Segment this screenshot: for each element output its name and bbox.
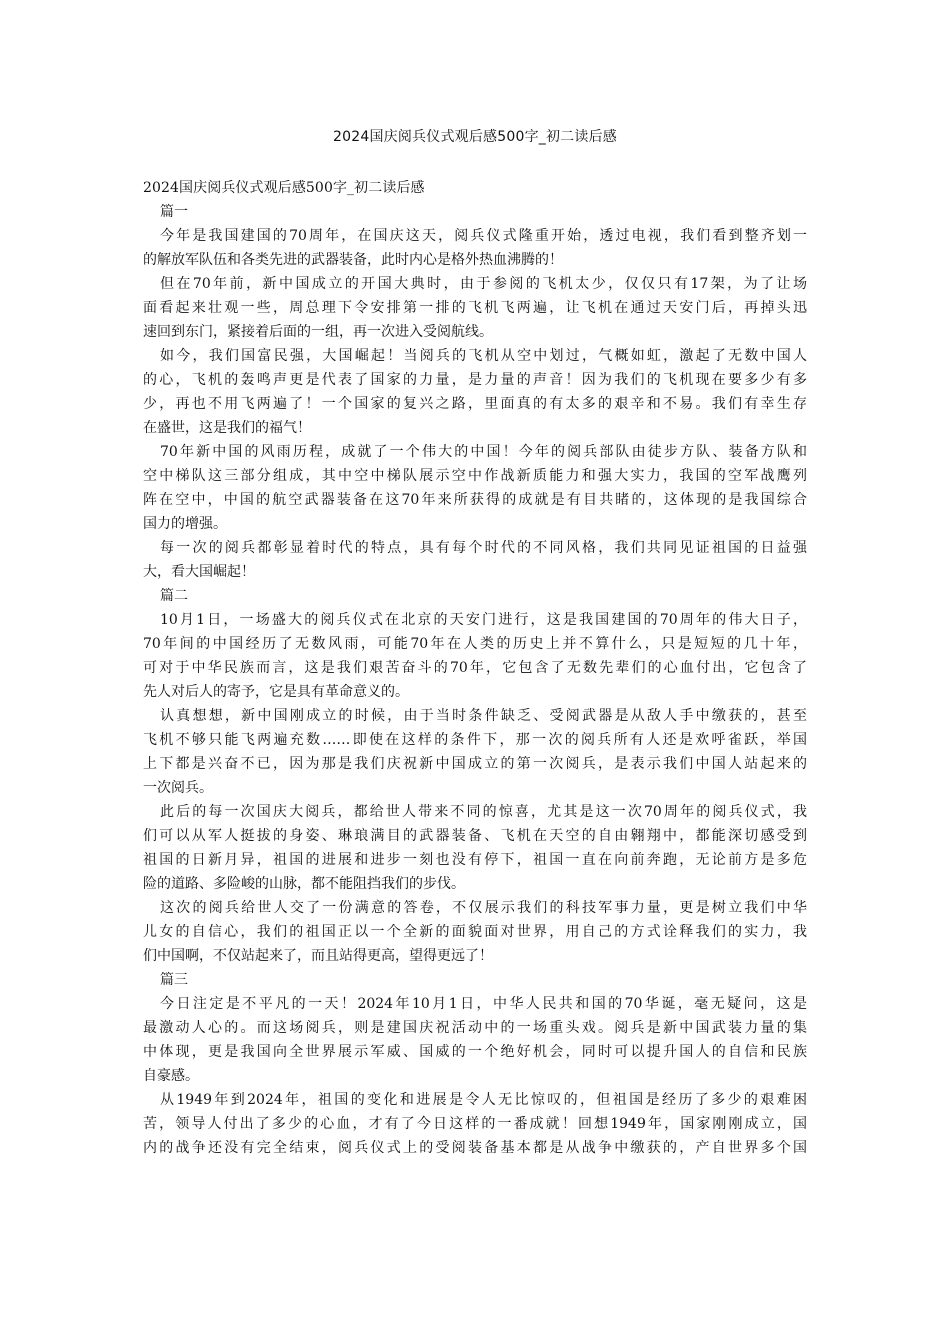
body-line: 如今，我们国富民强，大国崛起！当阅兵的飞机从空中划过，气概如虹，激起了无数中国人 bbox=[160, 348, 807, 364]
body-line: 们可以从军人挺拔的身姿、琳琅满目的武器装备、飞机在天空的自由翱翔中，都能深切感受到 bbox=[143, 828, 807, 844]
body-line: 这次的阅兵给世人交了一份满意的答卷，不仅展示我们的科技军事力量，更是树立我们中华 bbox=[160, 900, 807, 916]
body-line: 中体现，更是我国向全世界展示军威、国威的一个绝好机会，同时可以提升国人的自信和民族 bbox=[143, 1044, 807, 1060]
body-line: 认真想想，新中国刚成立的时候，由于当时条件缺乏、受阅武器是从敌人手中缴获的，甚至 bbox=[160, 708, 807, 724]
body-line: 从1949年到2024年，祖国的变化和进展是令人无比惊叹的，但祖国是经历了多少的艰难困 bbox=[160, 1092, 807, 1108]
section-heading: 篇二 bbox=[160, 588, 188, 604]
body-line: 祖国的日新月异，祖国的进展和进步一刻也没有停下，祖国一直在向前奔跑，无论前方是多危 bbox=[143, 852, 807, 868]
body-line: 上下都是兴奋不已，因为那是我们庆祝新中国成立的第一次阅兵，是表示我们中国人站起来的 bbox=[143, 756, 807, 772]
body-line: 先人对后人的寄予，它是具有革命意义的。 bbox=[143, 684, 409, 700]
body-line: 险的道路、多险峻的山脉，都不能阻挡我们的步伐。 bbox=[143, 876, 465, 892]
document-subtitle: 2024国庆阅兵仪式观后感500字_初二读后感 bbox=[143, 180, 425, 196]
body-line: 的心，飞机的轰鸣声更是代表了国家的力量，是力量的声音！因为我们的飞机现在要多少有多 bbox=[143, 372, 807, 388]
body-line: 一次阅兵。 bbox=[143, 780, 213, 796]
body-line: 飞机不够只能飞两遍充数……即使在这样的条件下，那一次的阅兵所有人还是欢呼雀跃，举国 bbox=[143, 732, 807, 748]
body-line: 最激动人心的。而这场阅兵，则是建国庆祝活动中的一场重头戏。阅兵是新中国武装力量的集 bbox=[143, 1020, 807, 1036]
body-line: 可对于中华民族而言，这是我们艰苦奋斗的70年，它包含了无数先辈们的心血付出，它包含了 bbox=[143, 660, 807, 676]
body-line: 少，再也不用飞两遍了！一个国家的复兴之路，里面真的有太多的艰辛和不易。我们有幸生存 bbox=[143, 396, 807, 412]
body-line: 此后的每一次国庆大阅兵，都给世人带来不同的惊喜，尤其是这一次70周年的阅兵仪式，我 bbox=[160, 804, 807, 820]
body-line: 今年是我国建国的70周年，在国庆这天，阅兵仪式隆重开始，透过电视，我们看到整齐划一 bbox=[160, 228, 807, 244]
body-line: 空中梯队这三部分组成，其中空中梯队展示空中作战新质能力和强大实力，我国的空军战鹰列 bbox=[143, 468, 807, 484]
body-line: 每一次的阅兵都彰显着时代的特点，具有每个时代的不同风格，我们共同见证祖国的日益强 bbox=[160, 540, 807, 556]
body-line: 面看起来壮观一些，周总理下令安排第一排的飞机飞两遍，让飞机在通过天安门后，再掉头迅 bbox=[143, 300, 807, 316]
body-line: 在盛世，这是我们的福气！ bbox=[143, 420, 311, 436]
body-line: 70年新中国的风雨历程，成就了一个伟大的中国！今年的阅兵部队由徒步方队、装备方队和 bbox=[160, 444, 807, 460]
body-line: 大，看大国崛起！ bbox=[143, 564, 255, 580]
body-line: 10月1日，一场盛大的阅兵仪式在北京的天安门进行，这是我国建国的70周年的伟大日子， bbox=[160, 612, 807, 628]
body-line: 但在70年前，新中国成立的开国大典时，由于参阅的飞机太少，仅仅只有17架，为了让场 bbox=[160, 276, 807, 292]
body-line: 阵在空中，中国的航空武器装备在这70年来所获得的成就是有目共睹的，这体现的是我国综合 bbox=[143, 492, 807, 508]
body-line: 苦，领导人付出了多少的心血，才有了今日这样的一番成就！回想1949年，国家刚刚成立，国 bbox=[143, 1116, 807, 1132]
body-line: 今日注定是不平凡的一天！2024年10月1日，中华人民共和国的70华诞，毫无疑问，这是 bbox=[160, 996, 807, 1012]
body-line: 内的战争还没有完全结束，阅兵仪式上的受阅装备基本都是从战争中缴获的，产自世界多个国 bbox=[143, 1140, 807, 1156]
document-title: 2024国庆阅兵仪式观后感500字_初二读后感 bbox=[333, 129, 617, 145]
document-body bbox=[143, 176, 807, 1160]
body-line: 的解放军队伍和各类先进的武器装备，此时内心是格外热血沸腾的！ bbox=[143, 252, 563, 268]
section-heading: 篇三 bbox=[160, 972, 188, 988]
body-line: 自豪感。 bbox=[143, 1068, 199, 1084]
body-line: 70年间的中国经历了无数风雨，可能70年在人类的历史上并不算什么，只是短短的几十年， bbox=[143, 636, 807, 652]
body-line: 国力的增强。 bbox=[143, 516, 227, 532]
body-line: 儿女的自信心，我们的祖国正以一个全新的面貌面对世界，用自己的方式诠释我们的实力，我 bbox=[143, 924, 807, 940]
body-line: 们中国啊，不仅站起来了，而且站得更高，望得更远了！ bbox=[143, 948, 493, 964]
section-heading: 篇一 bbox=[160, 204, 188, 220]
body-line: 速回到东门，紧接着后面的一组，再一次进入受阅航线。 bbox=[143, 324, 493, 340]
